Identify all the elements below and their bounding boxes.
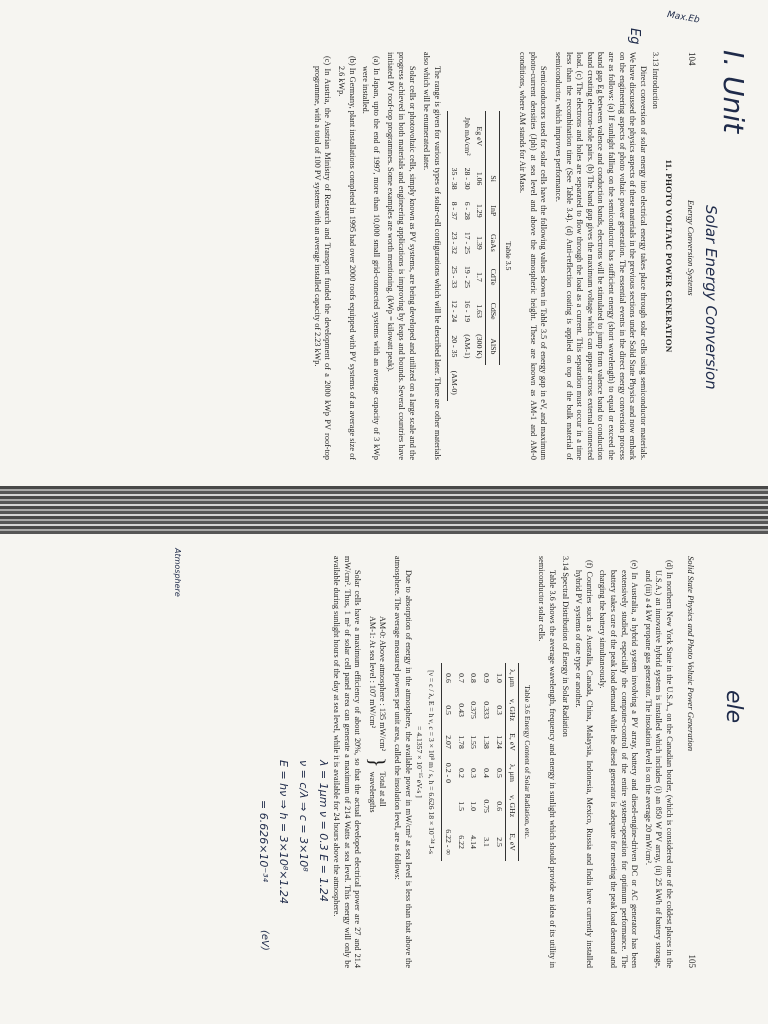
table-cell: 0.75: [482, 799, 492, 813]
table-row: [441, 663, 454, 861]
table-header-row: [486, 111, 500, 401]
table-header-cell: CdSe: [486, 294, 500, 328]
table-body: [447, 111, 486, 401]
handwritten-v: Max.Eb: [666, 10, 701, 26]
table-cell: 25 - 33: [447, 260, 460, 294]
table-cell: 6.22 - ∞: [441, 823, 454, 861]
table-cell: 0.6: [441, 663, 454, 693]
table-cell: 4.14: [469, 835, 479, 849]
example-item: (f) Countries such as Australia, Canada, China, Malaysia, Indonesia, Mexico, Russia and India have currently installed hybrid PV systems of one type or another.: [574, 560, 594, 968]
table-header-cell: E, eV: [505, 823, 519, 861]
table-cell: 0.3: [469, 768, 479, 778]
running-header: Solid State Physics and Photo Voltaic Power Generation: [686, 556, 696, 752]
section-heading: 3.14 Spectral Distribution of Energy in Solar Radiation: [560, 556, 570, 737]
formula-line: = 4.1357 × 10⁻¹⁵ eV-s ]: [415, 726, 425, 798]
left-page: [0, 0, 768, 486]
example-item: (d) In northern New York State in the U.S.A., on the Canadian border, (which is considered one of the coldest places in the U.S.A.) an innovative hybrid system is installed which includes (i) an 850 W PV array, (ii) 25 kWh of battery storage, and (iii) a 4 kW propane gas generator. The insolation level is on the average 20 mW/cm².: [643, 560, 674, 968]
handwritten-topic: Solar Energy Conversion: [702, 205, 720, 390]
table-cell: 16 - 19: [462, 300, 472, 323]
table-row: [480, 663, 493, 861]
efficiency-paragraph: Solar cells have a maximum efficiency of about 20%, so that the actual developed electrical power are 27 and 21.4 mW/cm². Thus, 1 m² of solar cell panel area can generate a maximum of 214 Watts at sea level. This energy will only be available during sunlight hours of the day at sea level, while it is available for 24 hours above the atmosphere.: [331, 556, 363, 968]
table-header-cell: λ, μm: [505, 663, 519, 693]
right-page: [0, 534, 768, 1024]
binding-gutter: [0, 486, 768, 534]
table-cell: 1.55: [469, 735, 479, 749]
absorption-paragraph: Due to absorption of energy in the atmosphere, the available power in mW/cm² at sea level is less than that above the atmosphere. The average measured powers per unit area, called the insolation level, are as follows:: [392, 556, 413, 968]
table-cell: Eg eV: [475, 126, 485, 147]
table-cell: 1.63: [475, 304, 485, 318]
table-cell: 0.375: [469, 701, 479, 719]
table-row: [447, 111, 460, 401]
table-header-cell: [486, 111, 500, 162]
table-cell: 12 - 24: [447, 294, 460, 328]
chapter-title: 11. PHOTO VOLTAIC POWER GENERATION: [664, 159, 674, 353]
table-row: [473, 111, 486, 401]
table-cell: 1.24: [494, 735, 504, 749]
table-cell: 1.38: [482, 735, 492, 749]
table-header-cell: InP: [486, 196, 500, 226]
table-cell: [441, 789, 454, 823]
table-cell: 0.7: [456, 673, 466, 683]
handwritten-eg: Eg: [627, 28, 642, 45]
table-caption: Table 3.5: [503, 241, 513, 271]
table-cell: (300 K): [475, 334, 485, 359]
brace-icon: }: [364, 757, 390, 768]
example-item: (e) In Australia, a hybrid system involving a PV array, battery and diesel-engine-driven DC or AC generator has been extensively studied, especially the computer-control of the entire system-operation for optimum performance. The battery takes care of the peak load demand while the diesel generator is adequate for meeting the peak load demand and charging the battery simultaneously.: [598, 560, 640, 968]
table-cell: 0.4: [482, 768, 492, 778]
table-cell: 1.0: [494, 673, 504, 683]
table-cell: 6.22: [456, 835, 466, 849]
pv-paragraph: Solar cells or photovoltaic cells, simply known as PV systems, are being developed and utilized on a large scale and the progress achieved in both materials and engineering applications is improving by leaps and bounds. Several countries have initiated PV roof-top programmes. Some examples are worth mentioning. (kWp = kilowatt peak).: [386, 52, 417, 460]
intro-paragraph: Direct conversion of solar energy into electrical energy takes place through solar cells using semiconductor materials. We have discussed the physics aspects of these materials in the previous sections under Solid State Physics and now embark on the engineering aspects of photo voltaic power generation. The essential events in the direct energy conversion process are as follows: (a) If sunlight falling on the semiconductor has sufficient energy (short wavelength) to equal or exceed the band gap Eg between valence and conduction bands, electrons will be stimulated to jump from valence band to conduction band creating electron-hole pairs. (b) The band gap gives the maximum voltage which can appear across external connected load. (c) The electrons and holes are separated to flow through the load as a current. This separation must occur in a time less than the recombination time (See Table 3.4). (d) Anti-reflection coating is applied on top of the bulk material of semiconductor, which improves performance.: [554, 52, 648, 460]
table-header-cell: E, eV: [505, 727, 519, 757]
table-cell: 0.2 - 0: [441, 757, 454, 789]
example-item: (b) In Germany, plant installations completed in 1995 had over 2000 roofs equipped with PV systems of an average size of 2.6 kWp.: [336, 56, 357, 460]
table-cell: 2.5: [494, 837, 504, 847]
table-header-row: [505, 663, 519, 861]
table-row: [492, 663, 505, 861]
semiconductor-table: [447, 111, 500, 401]
table-cell: 8 - 37: [447, 196, 460, 226]
table-cell: (AM-1): [462, 334, 472, 359]
table-cell: [447, 111, 460, 162]
range-paragraph: The range is given for various types of solar-cell configurations which will be described later. There are other materials also which will be enumerated later.: [422, 52, 442, 460]
semiconductor-paragraph: Semiconductors used for solar cells have the following values shown in Table 3.5 of energy gap in eV, and maximum photo-current densities (Jph) at sea level and above the atmospheric height. These are known as AM-1 and AM-0 conditions, where AM stands for Air Mass.: [518, 52, 549, 460]
table-cell: 1.29: [475, 203, 485, 218]
bracket-note: Total at all wavelengths: [367, 771, 388, 813]
table-cell: 28 - 30: [462, 167, 472, 190]
table-cell: 0.5: [441, 693, 454, 727]
table-cell: 0.3: [494, 705, 504, 715]
handwritten-unit: I. Unit: [717, 50, 750, 134]
table-cell: 1.5: [456, 801, 466, 812]
table-cell: 17 - 25: [462, 231, 472, 254]
table-cell: 0.5: [494, 768, 504, 778]
table-header-cell: CdTe: [486, 260, 500, 294]
table-body: [441, 663, 505, 861]
handwritten-atmos: Atmosphere: [173, 548, 182, 597]
solar-radiation-table: [441, 663, 520, 861]
examples-list: [573, 556, 674, 968]
table-cell: 0.8: [469, 673, 479, 683]
table-cell: (AM-0): [447, 365, 460, 401]
table-header-cell: AlSb: [486, 328, 500, 364]
am1-line: AM-1: At sea level : 107 mW/cm²: [367, 616, 377, 729]
table-header-cell: ν, GHz: [505, 693, 519, 727]
formula-line: [ν = c / λ, E = h ν, c = 3 × 10⁸ m / s, h = 6.626 18 × 10⁻³⁴ J-s: [426, 670, 436, 854]
section-heading: 3.13 Introduction: [651, 52, 661, 109]
table-row: [454, 663, 467, 861]
examples-list: [311, 52, 381, 460]
table-row: [460, 111, 473, 401]
table-cell: 1.78: [456, 735, 466, 749]
table-cell: 3.1: [482, 837, 492, 847]
table-cell: Jph mA/cm²: [462, 117, 472, 156]
table-cell: 1.06: [475, 171, 485, 186]
table-cell: 0.43: [456, 703, 466, 717]
table-header-cell: GaAs: [486, 226, 500, 260]
table-cell: 1.39: [475, 236, 485, 250]
insolation-block: [364, 616, 390, 968]
handwritten-derivation: λ = 1μm ν = 0.3 E = 1.24: [317, 760, 330, 902]
example-item: (a) In Japan, upto the end of 1997, more than 10,000 small grid-connected systems with an average capacity of 3 kWp were installed.: [361, 56, 381, 460]
table-cell: 35 - 38: [447, 162, 460, 196]
spectral-paragraph: Table 3.6 shows the average wavelength, frequency and energy in sunlight which should provide an idea of its utility in semiconductor solar cells.: [537, 556, 558, 968]
table-cell: 0.6: [494, 801, 504, 812]
table-cell: 20 - 35: [447, 328, 460, 364]
page-number: 105: [687, 954, 697, 968]
running-header: Energy Conversion Systems: [686, 200, 696, 296]
table-cell: 0.2: [456, 768, 466, 778]
table-cell: 0.9: [482, 673, 492, 683]
handwritten-derivation: = 6.626×10⁻³⁴: [257, 800, 270, 883]
table-cell: 1.0: [469, 801, 479, 812]
handwritten-derivation: ν = c/λ ⇒ c = 3×10⁸: [297, 760, 310, 872]
table-cell: 1.7: [475, 272, 485, 282]
table-header-cell: Si: [486, 162, 500, 196]
table-row: [467, 663, 480, 861]
table-cell: 0.333: [482, 701, 492, 719]
page-number: 104: [687, 52, 697, 66]
table-header-cell: λ, μm: [505, 757, 519, 789]
table-cell: 6 - 28: [462, 201, 472, 220]
table-header-cell: ν, GHz: [505, 789, 519, 823]
handwritten-derivation: E = hν ⇒ h = 3×10⁸×1.24: [277, 760, 290, 904]
handwritten-course: ele: [721, 690, 746, 724]
example-item: (c) In Austria, the Austrian Ministry of Research and Transport funded the development of a 2000 kWp PV roof-top programme, with a total of 100 PV systems with an average installed capacity of 2.23 kWp.: [312, 56, 333, 460]
table-cell: 2.07: [441, 727, 454, 757]
table-caption: Table 3.6 Energy Content of Solar Radiation, etc.: [522, 685, 532, 839]
handwritten-derivation: (eV): [259, 930, 270, 951]
table-cell: 23 - 32: [447, 226, 460, 260]
table-cell: 19 - 25: [462, 265, 472, 289]
am0-line: AM-0: Above atmosphere : 135 mW/cm²: [378, 616, 388, 752]
